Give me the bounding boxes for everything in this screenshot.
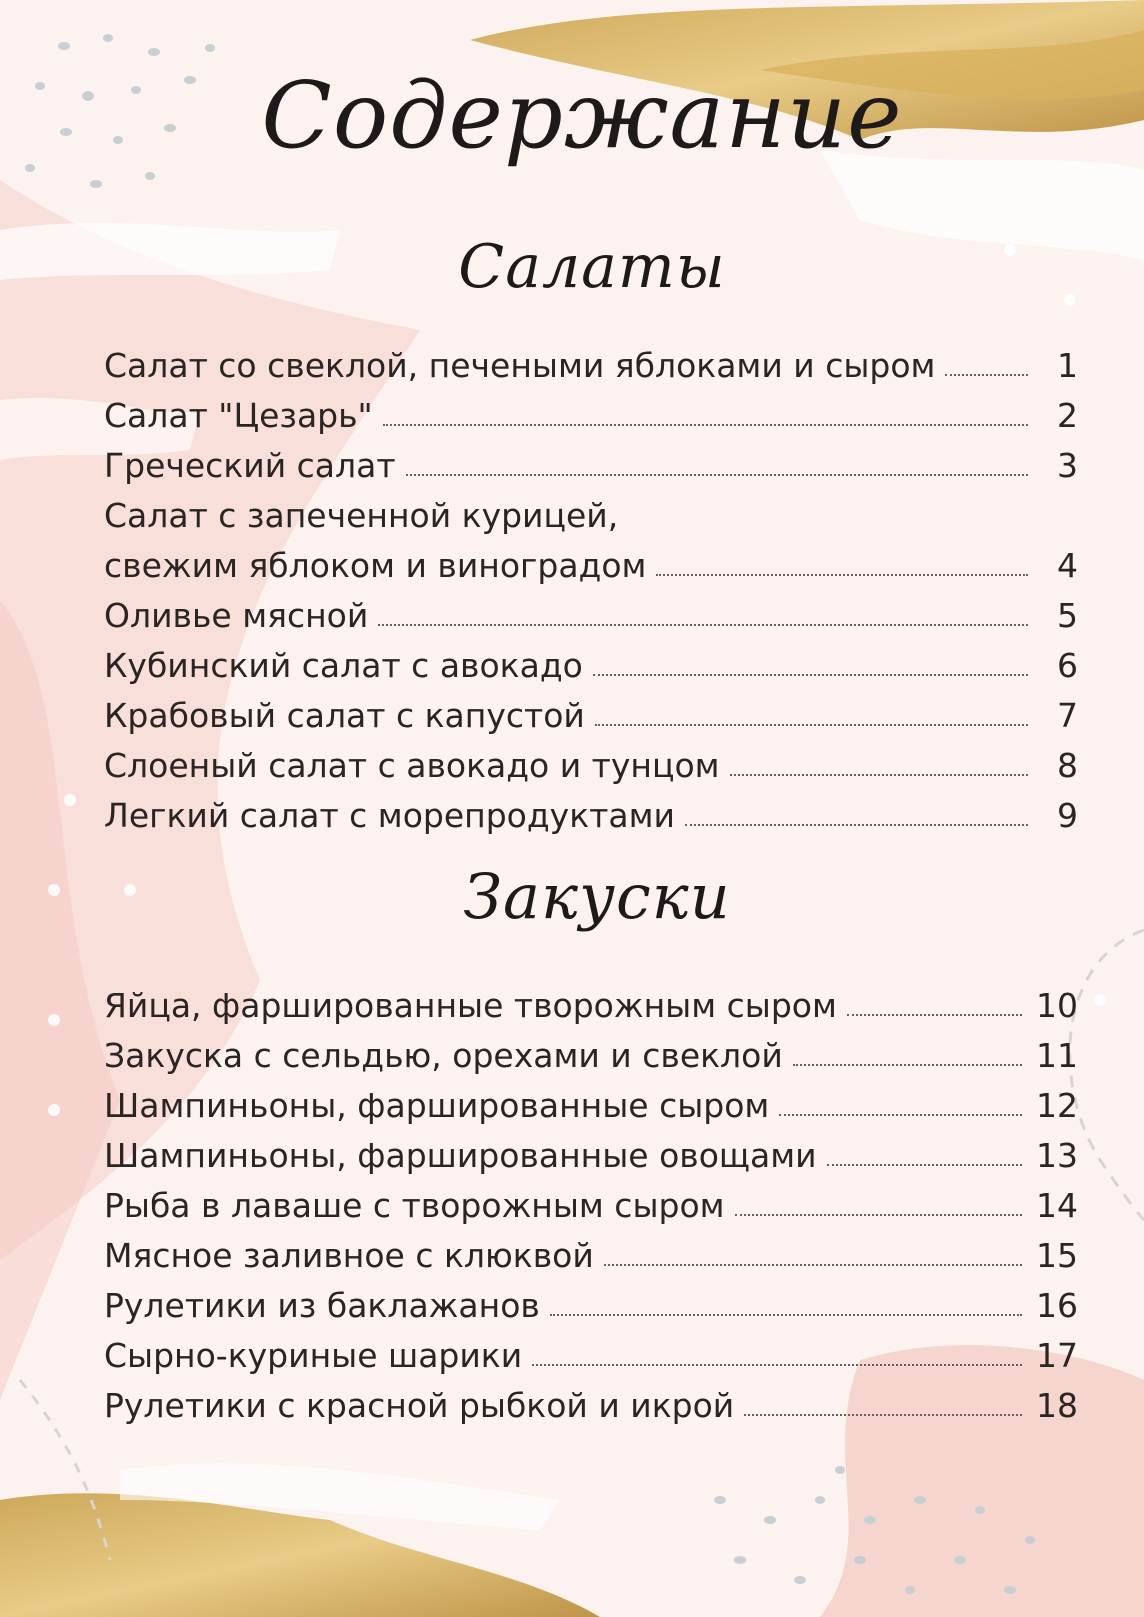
toc-entry-label: Закуска с сельдью, орехами и свеклой bbox=[104, 1036, 783, 1075]
section-heading-snacks: Закуски bbox=[463, 860, 731, 933]
toc-entry-label: Салат со свеклой, печеными яблоками и сыром bbox=[104, 346, 936, 385]
toc-entry[interactable] bbox=[104, 544, 1078, 588]
toc-entry-page: 16 bbox=[1036, 1286, 1078, 1325]
toc-entry-page: 9 bbox=[1057, 796, 1078, 835]
toc-entry[interactable] bbox=[104, 794, 1078, 838]
toc-entry[interactable] bbox=[104, 1384, 1078, 1428]
toc-entry[interactable] bbox=[104, 594, 1078, 638]
dot-leader bbox=[735, 1214, 1022, 1216]
toc-entry-label: Салат "Цезарь" bbox=[104, 396, 373, 435]
toc-entry[interactable] bbox=[104, 394, 1078, 438]
toc-entry-page: 11 bbox=[1036, 1036, 1078, 1075]
dot-leader bbox=[827, 1164, 1022, 1166]
toc-entry-label: Салат с запеченной курицей, bbox=[104, 496, 619, 535]
dot-leader bbox=[730, 774, 1028, 776]
toc-entry-label: Крабовый салат с капустой bbox=[104, 696, 585, 735]
page-title: Содержание bbox=[261, 62, 903, 169]
toc-entry-label: Рулетики из баклажанов bbox=[104, 1286, 540, 1325]
toc-entry[interactable] bbox=[104, 984, 1078, 1028]
toc-entry[interactable] bbox=[104, 744, 1078, 788]
toc-entry[interactable] bbox=[104, 1284, 1078, 1328]
toc-entry-label: Рыба в лаваше с творожным сыром bbox=[104, 1186, 725, 1225]
dot-leader bbox=[685, 824, 1028, 826]
dot-leader bbox=[595, 724, 1028, 726]
dot-leader bbox=[945, 374, 1028, 376]
toc-entry-page: 5 bbox=[1057, 596, 1078, 635]
toc-entry-page: 1 bbox=[1057, 346, 1078, 385]
dot-leader bbox=[656, 574, 1028, 576]
toc-entry-page: 3 bbox=[1057, 446, 1078, 485]
dot-leader bbox=[779, 1114, 1022, 1116]
toc-entry-page: 10 bbox=[1036, 986, 1078, 1025]
toc-entry-page: 8 bbox=[1057, 746, 1078, 785]
dot-leader bbox=[406, 474, 1028, 476]
toc-entry[interactable] bbox=[104, 1134, 1078, 1178]
toc-entry-label: Слоеный салат с авокадо и тунцом bbox=[104, 746, 720, 785]
dot-leader bbox=[532, 1364, 1022, 1366]
toc-entry-label: Кубинский салат с авокадо bbox=[104, 646, 583, 685]
toc-entry-page: 7 bbox=[1057, 696, 1078, 735]
toc-entry-label: Сырно-куриные шарики bbox=[104, 1336, 523, 1375]
toc-entry[interactable] bbox=[104, 1184, 1078, 1228]
toc-entry-page: 14 bbox=[1036, 1186, 1078, 1225]
toc-entry-label: Легкий салат с морепродуктами bbox=[104, 796, 675, 835]
toc-entry-label: Греческий салат bbox=[104, 446, 396, 485]
toc-entry-label: Шампиньоны, фаршированные овощами bbox=[104, 1136, 817, 1175]
toc-entry[interactable] bbox=[104, 444, 1078, 488]
toc-entry[interactable] bbox=[104, 1084, 1078, 1128]
toc-entry[interactable] bbox=[104, 1034, 1078, 1078]
section-heading-salads: Салаты bbox=[458, 232, 726, 302]
dot-leader bbox=[550, 1314, 1022, 1316]
dot-leader bbox=[847, 1014, 1022, 1016]
toc-entry[interactable] bbox=[104, 694, 1078, 738]
dot-leader bbox=[383, 424, 1028, 426]
toc-entry-label: свежим яблоком и виноградом bbox=[104, 546, 647, 585]
toc-entry[interactable] bbox=[104, 644, 1078, 688]
toc-entry[interactable] bbox=[104, 1234, 1078, 1278]
toc-entry-page: 12 bbox=[1036, 1086, 1078, 1125]
dot-leader bbox=[378, 624, 1028, 626]
dot-leader bbox=[744, 1414, 1022, 1416]
dot-leader bbox=[793, 1064, 1022, 1066]
dot-leader bbox=[593, 674, 1028, 676]
toc-entry[interactable] bbox=[104, 344, 1078, 388]
toc-entry-page: 2 bbox=[1057, 396, 1078, 435]
toc-entry-first-line[interactable] bbox=[104, 494, 1078, 538]
toc-entry-page: 15 bbox=[1036, 1236, 1078, 1275]
toc-entry-page: 6 bbox=[1057, 646, 1078, 685]
toc-entry-page: 17 bbox=[1036, 1336, 1078, 1375]
toc-entry-label: Рулетики с красной рыбкой и икрой bbox=[104, 1386, 735, 1425]
toc-entry-label: Оливье мясной bbox=[104, 596, 369, 635]
toc-entry-label: Яйца, фаршированные творожным сыром bbox=[104, 986, 837, 1025]
toc-entry-page: 18 bbox=[1036, 1386, 1078, 1425]
toc-entry-page: 13 bbox=[1036, 1136, 1078, 1175]
toc-entry[interactable] bbox=[104, 1334, 1078, 1378]
toc-entry-label: Мясное заливное с клюквой bbox=[104, 1236, 594, 1275]
toc-entry-label: Шампиньоны, фаршированные сыром bbox=[104, 1086, 770, 1125]
dot-leader bbox=[604, 1264, 1022, 1266]
toc-entry-page: 4 bbox=[1057, 546, 1078, 585]
